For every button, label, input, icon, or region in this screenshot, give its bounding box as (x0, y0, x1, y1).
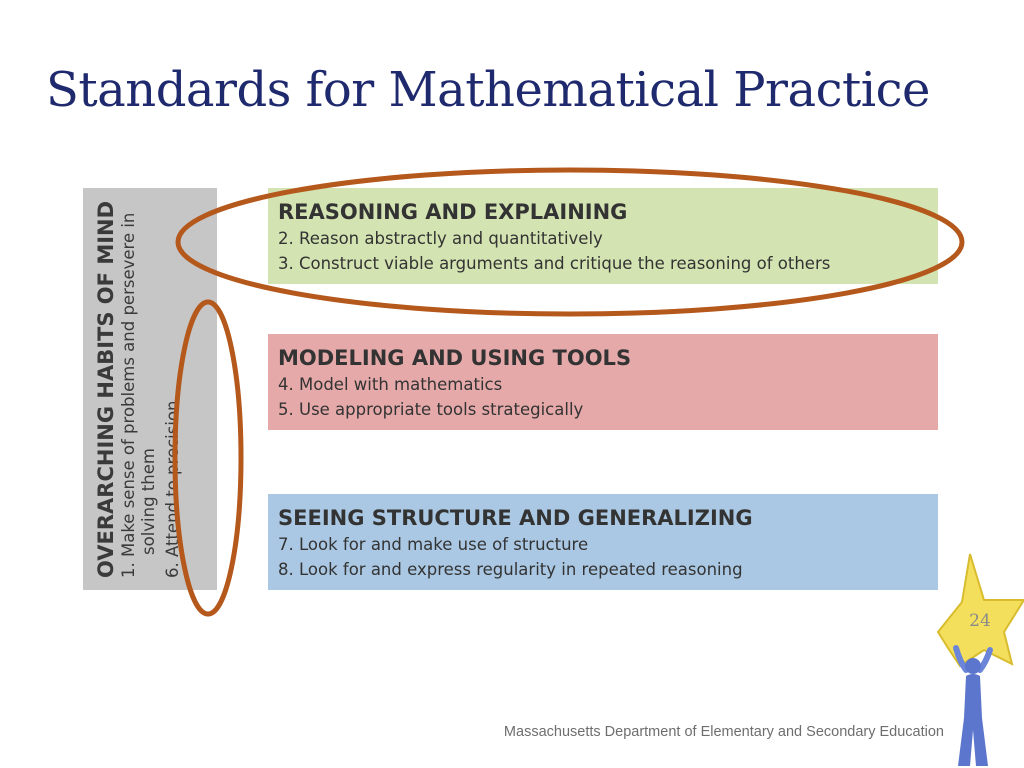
figure-arm-right (980, 650, 990, 670)
modeling-tools-panel (268, 334, 938, 430)
habits-practice-1: 1. Make sense of problems and persevere in (119, 212, 138, 578)
practice-7: 7. Look for and make use of structure (278, 535, 589, 554)
figure-head (965, 658, 981, 674)
reasoning-heading: REASONING AND EXPLAINING (278, 200, 628, 224)
habits-heading: OVERARCHING HABITS OF MIND (94, 200, 118, 578)
practice-3: 3. Construct viable arguments and critique the reasoning of others (278, 254, 831, 273)
footer-organization: Massachusetts Department of Elementary and Secondary Education (503, 724, 944, 740)
reasoning-explaining-panel (268, 188, 938, 284)
star-mascot-icon (930, 552, 1024, 768)
practice-5: 5. Use appropriate tools strategically (278, 400, 584, 419)
figure-body (958, 674, 988, 766)
slide-title: Standards for Mathematical Practice (46, 62, 930, 118)
modeling-heading: MODELING AND USING TOOLS (278, 346, 632, 370)
practice-8: 8. Look for and express regularity in repeated reasoning (278, 560, 743, 579)
practice-2: 2. Reason abstractly and quantitatively (278, 229, 603, 248)
practice-4: 4. Model with mathematics (278, 375, 503, 394)
star-shape (938, 554, 1024, 666)
habits-practice-1-cont: solving them (139, 448, 158, 555)
habits-practice-6: 6. Attend to precision (163, 400, 182, 578)
seeing-heading: SEEING STRUCTURE AND GENERALIZING (278, 506, 753, 530)
habits-of-mind-text (83, 188, 217, 590)
seeing-structure-panel (268, 494, 938, 590)
page-number: 24 (969, 611, 991, 631)
habits-of-mind-bar (83, 188, 217, 590)
